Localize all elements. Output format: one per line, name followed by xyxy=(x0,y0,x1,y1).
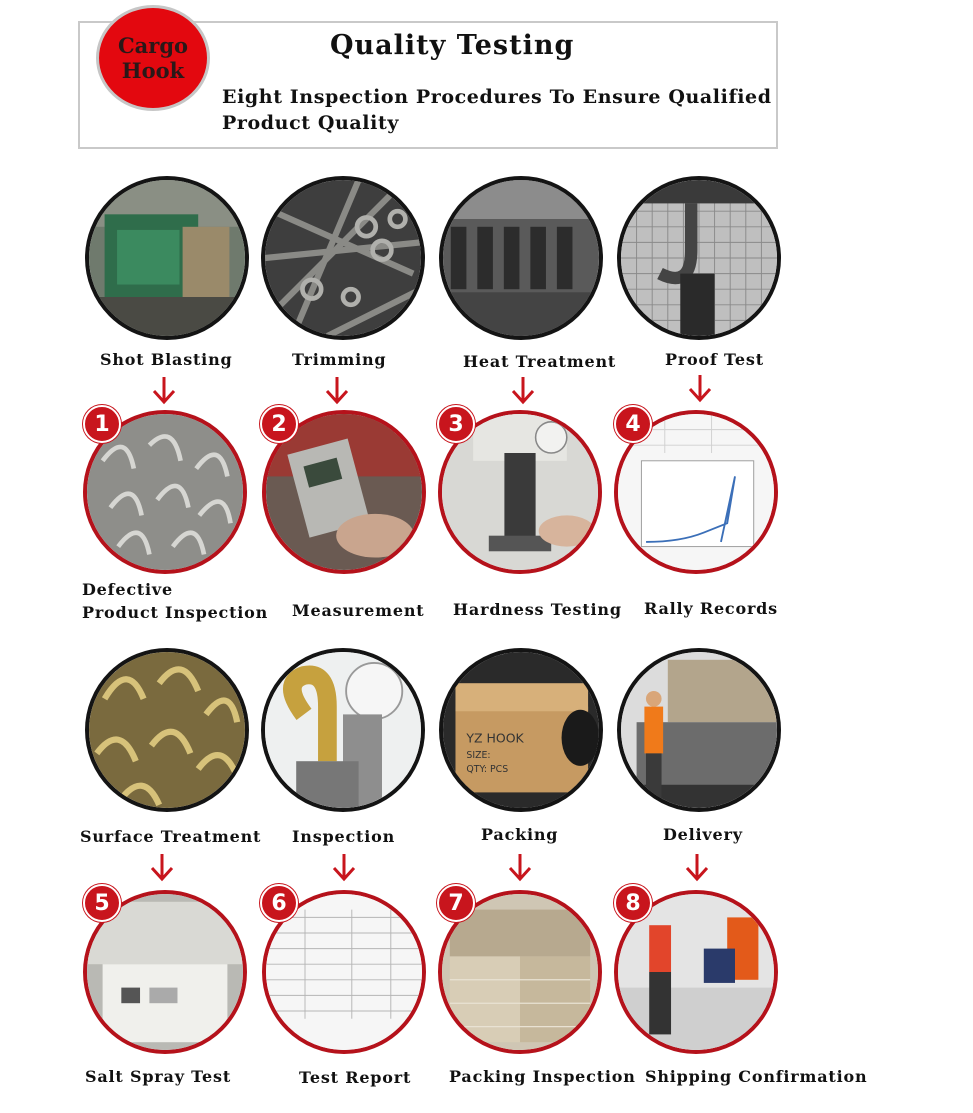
surface-treatment-photo xyxy=(85,648,249,812)
step-number-badge: 5 xyxy=(83,884,121,922)
process-label-surface-treatment: Surface Treatment xyxy=(80,827,262,846)
trimming-photo xyxy=(261,176,425,340)
inspection-label-shipping-confirmation: Shipping Confirmation xyxy=(645,1067,868,1086)
process-label-packing: Packing xyxy=(481,825,559,844)
down-arrow-icon xyxy=(509,375,537,405)
step-number-badge: 1 xyxy=(83,405,121,443)
box-print-line3: QTY: PCS xyxy=(466,764,509,776)
down-arrow-icon xyxy=(686,373,714,403)
process-label-inspection: Inspection xyxy=(292,827,396,846)
shot-blasting-photo xyxy=(85,176,249,340)
inspection-label-salt-spray: Salt Spray Test xyxy=(85,1067,232,1086)
badge-line2: Hook xyxy=(121,58,185,83)
down-arrow-icon xyxy=(683,852,711,882)
heat-treatment-photo xyxy=(439,176,603,340)
inspection-label-test-report: Test Report xyxy=(299,1068,412,1087)
product-badge xyxy=(96,5,210,111)
box-print-line2: SIZE: xyxy=(466,750,491,762)
inspection-label-packing-inspection: Packing Inspection xyxy=(449,1067,636,1086)
packing-photo xyxy=(439,648,603,812)
inspection-label-defective: Defective xyxy=(82,580,174,599)
down-arrow-icon xyxy=(323,375,351,405)
inspection-label-rally-records: Rally Records xyxy=(644,599,778,618)
process-label-delivery: Delivery xyxy=(663,825,743,844)
down-arrow-icon xyxy=(330,852,358,882)
badge-line1: Cargo xyxy=(117,33,189,58)
step-number-badge: 4 xyxy=(614,405,652,443)
inspection-label-hardness: Hardness Testing xyxy=(453,600,622,619)
inspection-photo xyxy=(261,648,425,812)
step-number-badge: 3 xyxy=(437,405,475,443)
page-subtitle: Eight Inspection Procedures To Ensure Qualified Product Quality xyxy=(222,86,772,134)
step-number-badge: 2 xyxy=(260,405,298,443)
process-label-trimming: Trimming xyxy=(292,350,387,369)
process-label-shot-blasting: Shot Blasting xyxy=(100,350,233,369)
delivery-photo xyxy=(617,648,781,812)
process-label-heat-treatment: Heat Treatment xyxy=(463,352,617,371)
down-arrow-icon xyxy=(506,852,534,882)
step-number-badge: 6 xyxy=(260,884,298,922)
inspection-label-measurement: Measurement xyxy=(292,601,425,620)
proof-test-photo xyxy=(617,176,781,340)
step-number-badge: 8 xyxy=(614,884,652,922)
down-arrow-icon xyxy=(148,852,176,882)
down-arrow-icon xyxy=(150,375,178,405)
inspection-label-defective-line2: Product Inspection xyxy=(82,603,269,622)
process-label-proof-test: Proof Test xyxy=(665,350,764,369)
step-number-badge: 7 xyxy=(437,884,475,922)
box-print-line1: YZ HOOK xyxy=(466,730,524,746)
page-title: Quality Testing xyxy=(330,30,575,61)
